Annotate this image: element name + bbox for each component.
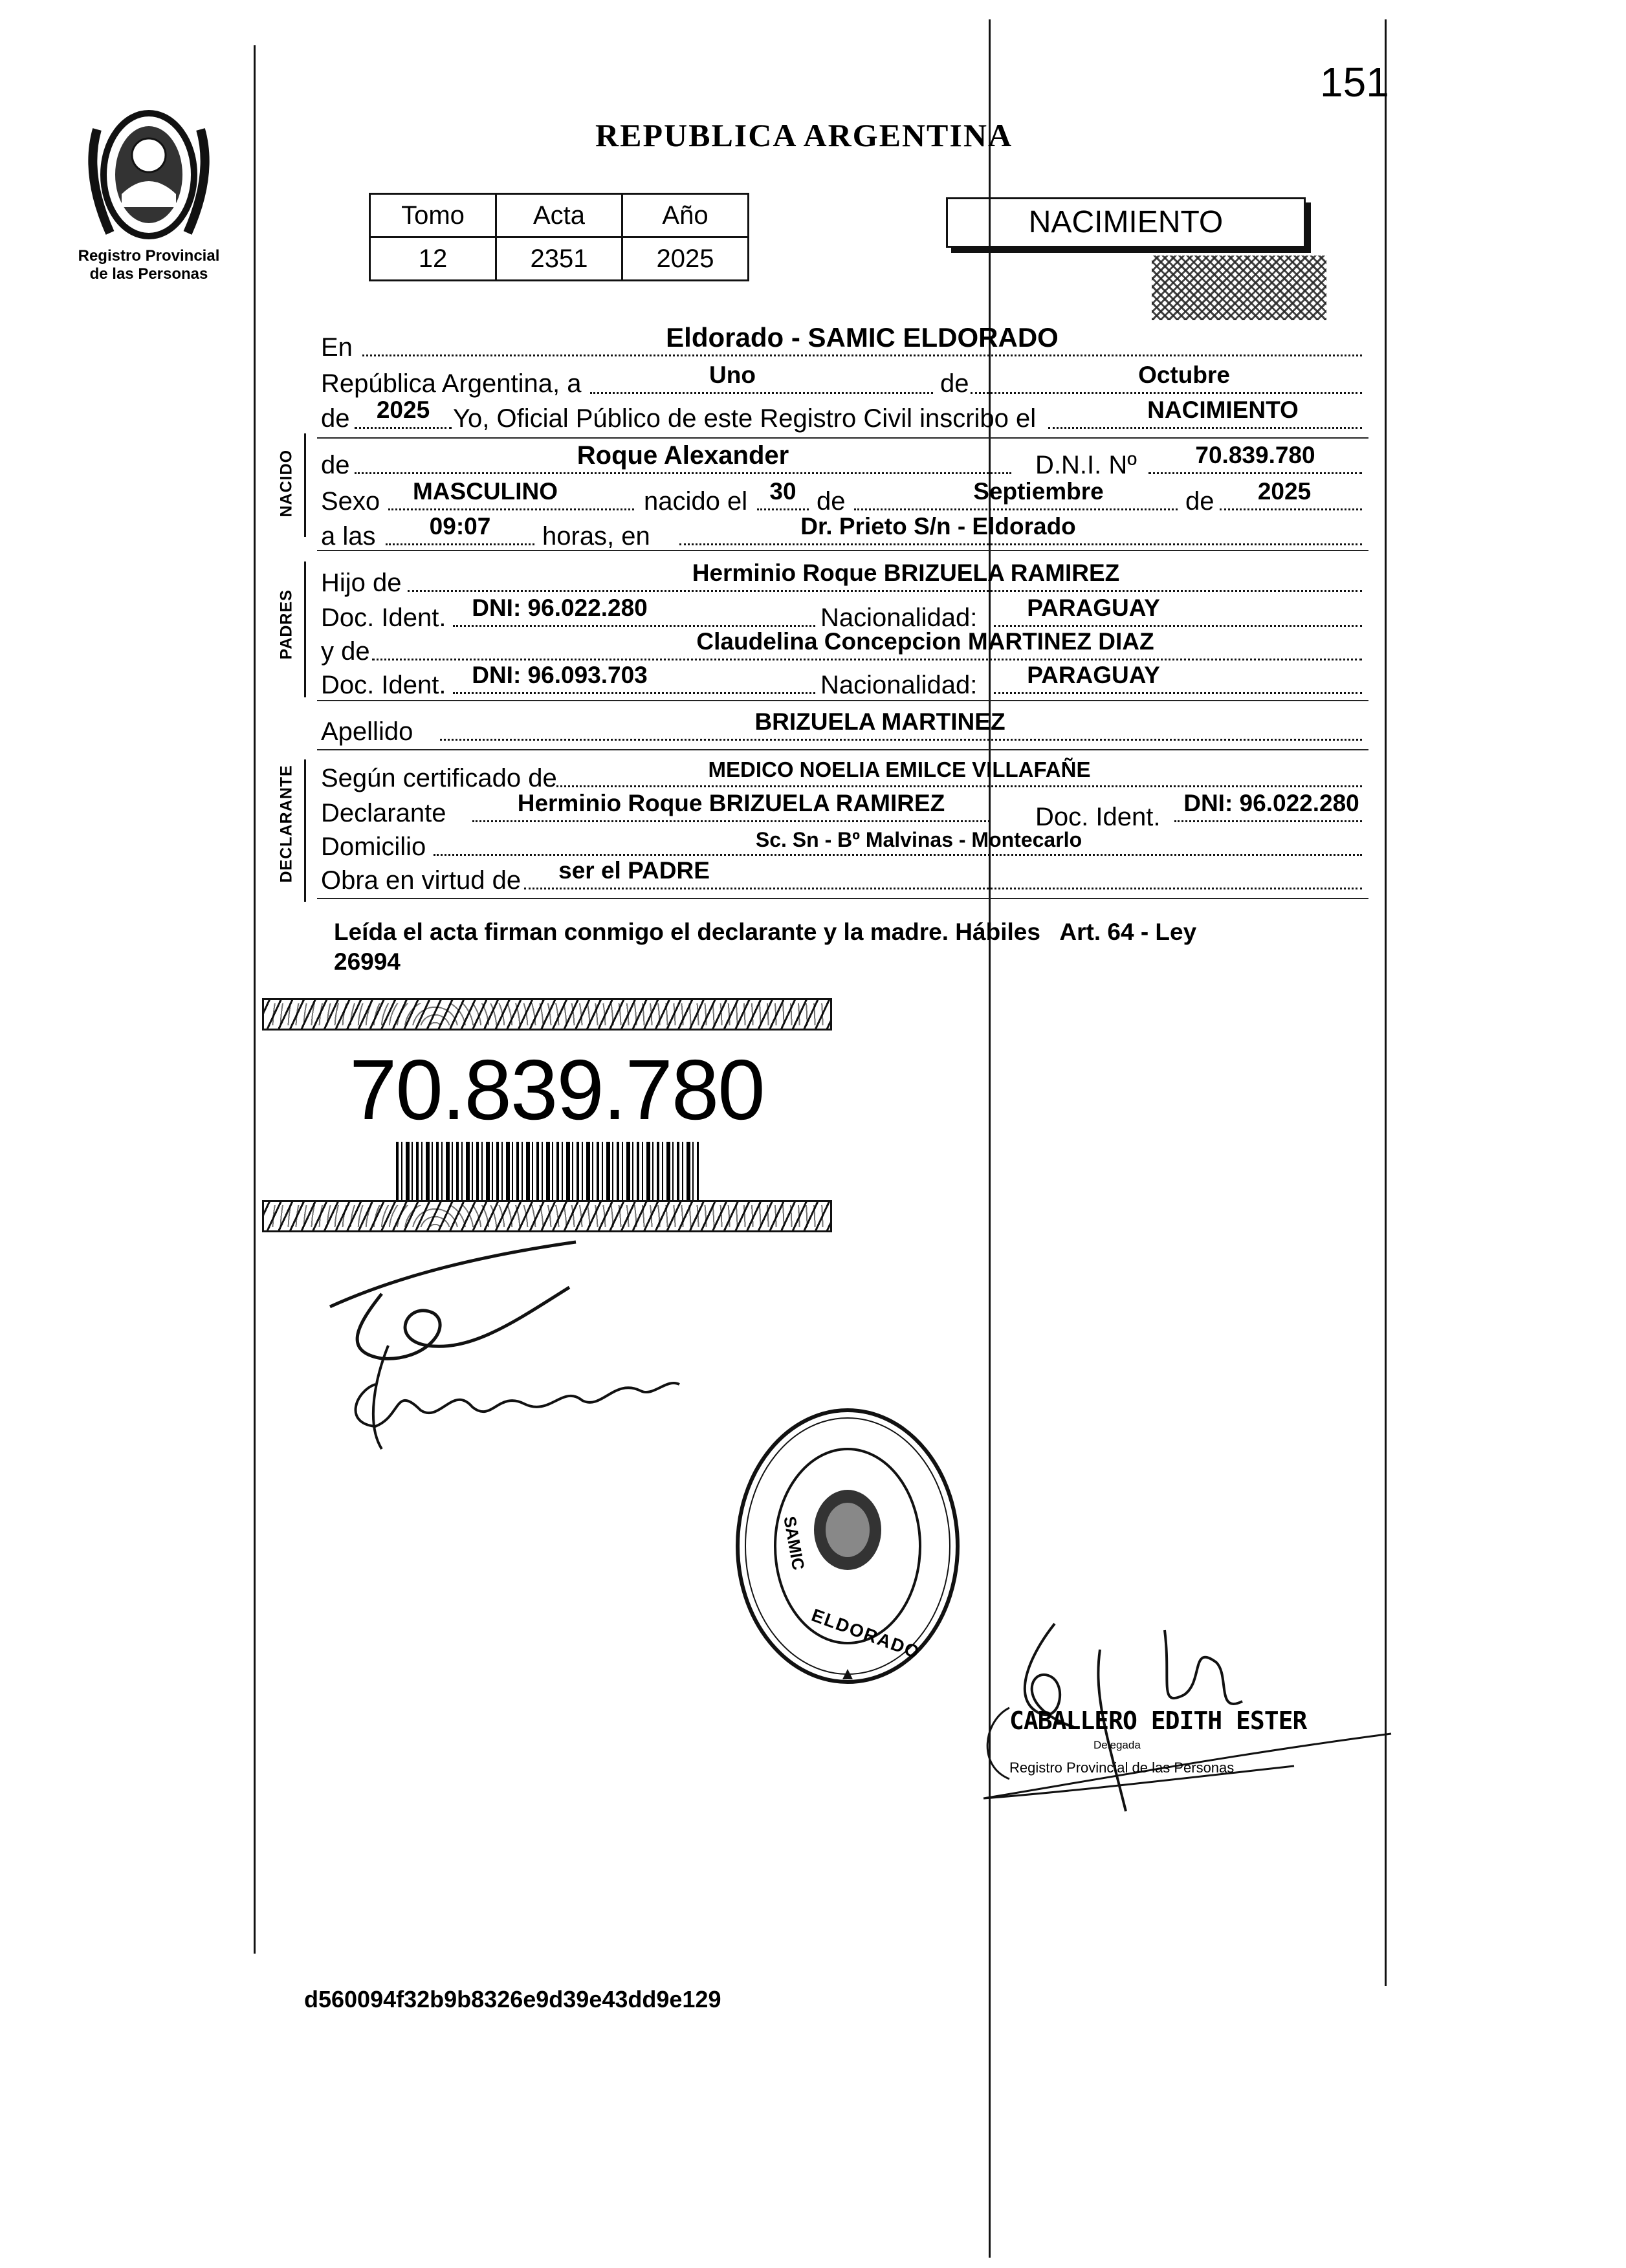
dots-day [590, 392, 933, 394]
acta-value-tomo: 12 [370, 237, 496, 281]
seal-inner-top: SAMIC [780, 1514, 809, 1572]
dots-mother [372, 659, 1362, 660]
label-horas-en: horas, en [542, 522, 650, 551]
dots-declarante [472, 820, 990, 822]
official-title: Delegada [1093, 1739, 1141, 1751]
rule-padres [317, 700, 1368, 701]
father-doc: DNI: 96.022.280 [472, 594, 648, 621]
closing-line1: Leída el acta firman conmigo el declarante y la madre. Hábiles Art. 64 - Ley [334, 919, 1197, 945]
label-nacido-el: nacido el [644, 487, 748, 516]
left-margin-line [254, 45, 256, 1954]
record-type-box [946, 197, 1306, 248]
logo-caption-line2: de las Personas [89, 265, 208, 283]
label-de-bmonth: de [817, 487, 846, 516]
acta-header-ano: Año [622, 194, 749, 237]
birth-day: 30 [769, 478, 797, 505]
province-logo [71, 104, 226, 252]
official-name: CABALLERO EDITH ESTER [1009, 1706, 1307, 1735]
official-seal [731, 1404, 964, 1688]
dots-birth-year [1220, 508, 1362, 510]
official-office: Registro Provincial de las Personas [1009, 1760, 1235, 1776]
label-mother-nat: Nacionalidad: [820, 671, 978, 699]
label-father-nat: Nacionalidad: [820, 604, 978, 632]
dots-decl-doc [1174, 820, 1362, 822]
surname: BRIZUELA MARTINEZ [754, 708, 1005, 735]
label-domicilio: Domicilio [321, 833, 426, 861]
label-declarante: Declarante [321, 799, 446, 827]
label-de-month: de [940, 369, 969, 398]
declarant-name: Herminio Roque BRIZUELA RAMIREZ [517, 790, 945, 816]
acta-value-ano: 2025 [622, 237, 749, 281]
seal-ring-text: DELEGACION DEL REGISTRO PROVINCIAL DE LAS PERSONAS [740, 1688, 956, 1696]
record-day: Uno [709, 362, 756, 388]
inscription-text: Yo, Oficial Público de este Registro Civil inscribo el [453, 404, 1037, 433]
record-year: 2025 [376, 397, 430, 423]
birth-month: Septiembre [973, 478, 1104, 505]
dots-domicilio [434, 854, 1362, 856]
dots-birth-day [757, 508, 809, 510]
page-number: 151 [1320, 59, 1389, 105]
security-band-top [262, 998, 832, 1030]
mother-name: Claudelina Concepcion MARTINEZ DIAZ [696, 628, 1154, 655]
birth-place: Dr. Prieto S/n - Eldorado [800, 513, 1076, 540]
section-padres: PADRES [277, 589, 296, 660]
label-certificado: Según certificado de [321, 764, 557, 792]
label-decl-doc: Doc. Ident. [1035, 803, 1161, 831]
birth-time: 09:07 [429, 513, 491, 540]
father-nationality: PARAGUAY [1027, 594, 1160, 621]
security-band-bottom [262, 1200, 832, 1232]
closing-line2: 26994 [334, 948, 401, 975]
seal-inner-bottom: ELDORADO [809, 1604, 923, 1663]
certificate-issuer: MEDICO NOELIA EMILCE VILLAFAÑE [708, 758, 1091, 781]
declarant-role: ser el PADRE [558, 857, 710, 884]
label-apellido: Apellido [321, 717, 413, 746]
label-y-de: y de [321, 637, 370, 666]
label-sexo: Sexo [321, 487, 380, 516]
dots-mother-doc [453, 692, 815, 694]
dots-obra [524, 888, 1362, 889]
label-de-name: de [321, 451, 350, 479]
section-declarante: DECLARANTE [277, 765, 296, 883]
declarant-signature [304, 1229, 757, 1462]
record-month: Octubre [1138, 362, 1230, 388]
act-type: NACIMIENTO [1147, 397, 1299, 423]
declarant-address: Sc. Sn - Bº Malvinas - Montecarlo [755, 828, 1082, 851]
rule-apellido [317, 749, 1368, 750]
label-father-doc: Doc. Ident. [321, 604, 446, 632]
child-dni: 70.839.780 [1195, 442, 1315, 468]
dots-birth-month [854, 508, 1178, 510]
birth-location: Eldorado - SAMIC ELDORADO [666, 322, 1059, 353]
label-mother-doc: Doc. Ident. [321, 671, 446, 699]
record-type: NACIMIENTO [1028, 205, 1224, 239]
dots-sexo [388, 508, 634, 510]
document-hash: d560094f32b9b8326e9d39e43dd9e129 [304, 1986, 721, 2012]
dots-place [679, 543, 1362, 545]
declarant-doc: DNI: 96.022.280 [1183, 790, 1359, 816]
dots-name [355, 472, 1011, 474]
logo-caption [65, 247, 233, 283]
father-name: Herminio Roque BRIZUELA RAMIREZ [692, 560, 1120, 586]
dots-year [355, 427, 452, 429]
mother-nationality: PARAGUAY [1027, 662, 1160, 688]
document-title: REPUBLICA ARGENTINA [595, 117, 1013, 153]
dots-father [408, 590, 1362, 592]
acta-table [369, 193, 749, 281]
label-de-byear: de [1185, 487, 1214, 516]
acta-value-acta: 2351 [496, 237, 622, 281]
section-nacido: NACIDO [277, 449, 296, 518]
security-pattern [1152, 256, 1326, 320]
dots-time [386, 543, 534, 545]
mother-doc: DNI: 96.093.703 [472, 662, 648, 688]
child-name: Roque Alexander [577, 441, 789, 470]
label-hijo-de: Hijo de [321, 569, 402, 597]
acta-header-tomo: Tomo [370, 194, 496, 237]
dni-stamp-number: 70.839.780 [349, 1042, 764, 1137]
dots-month [971, 392, 1362, 394]
child-sex: MASCULINO [412, 478, 558, 505]
rule-nacido [317, 550, 1368, 551]
nacido-bracket [304, 433, 306, 537]
dots-father-doc [453, 625, 815, 627]
logo-caption-line1: Registro Provincial [78, 247, 220, 265]
label-republica: República Argentina, a [321, 369, 582, 398]
acta-header-acta: Acta [496, 194, 622, 237]
dots-en [362, 354, 1362, 356]
rule-header [317, 437, 1368, 439]
label-dni: D.N.I. Nº [1035, 451, 1137, 479]
rule-declarante [317, 898, 1368, 899]
birth-year: 2025 [1257, 478, 1312, 505]
dots-act [1048, 427, 1362, 429]
closing-text [334, 917, 1196, 977]
label-obra: Obra en virtud de [321, 866, 522, 895]
padres-bracket [304, 562, 306, 697]
dots-dni [1148, 472, 1362, 474]
dots-mother-nat [994, 692, 1362, 694]
label-de-year: de [321, 404, 350, 433]
label-a-las: a las [321, 522, 376, 551]
dots-apellido [440, 739, 1362, 741]
declarante-bracket [304, 759, 306, 902]
label-en: En [321, 333, 353, 362]
dots-cert [556, 785, 1362, 787]
dots-father-nat [994, 625, 1362, 627]
